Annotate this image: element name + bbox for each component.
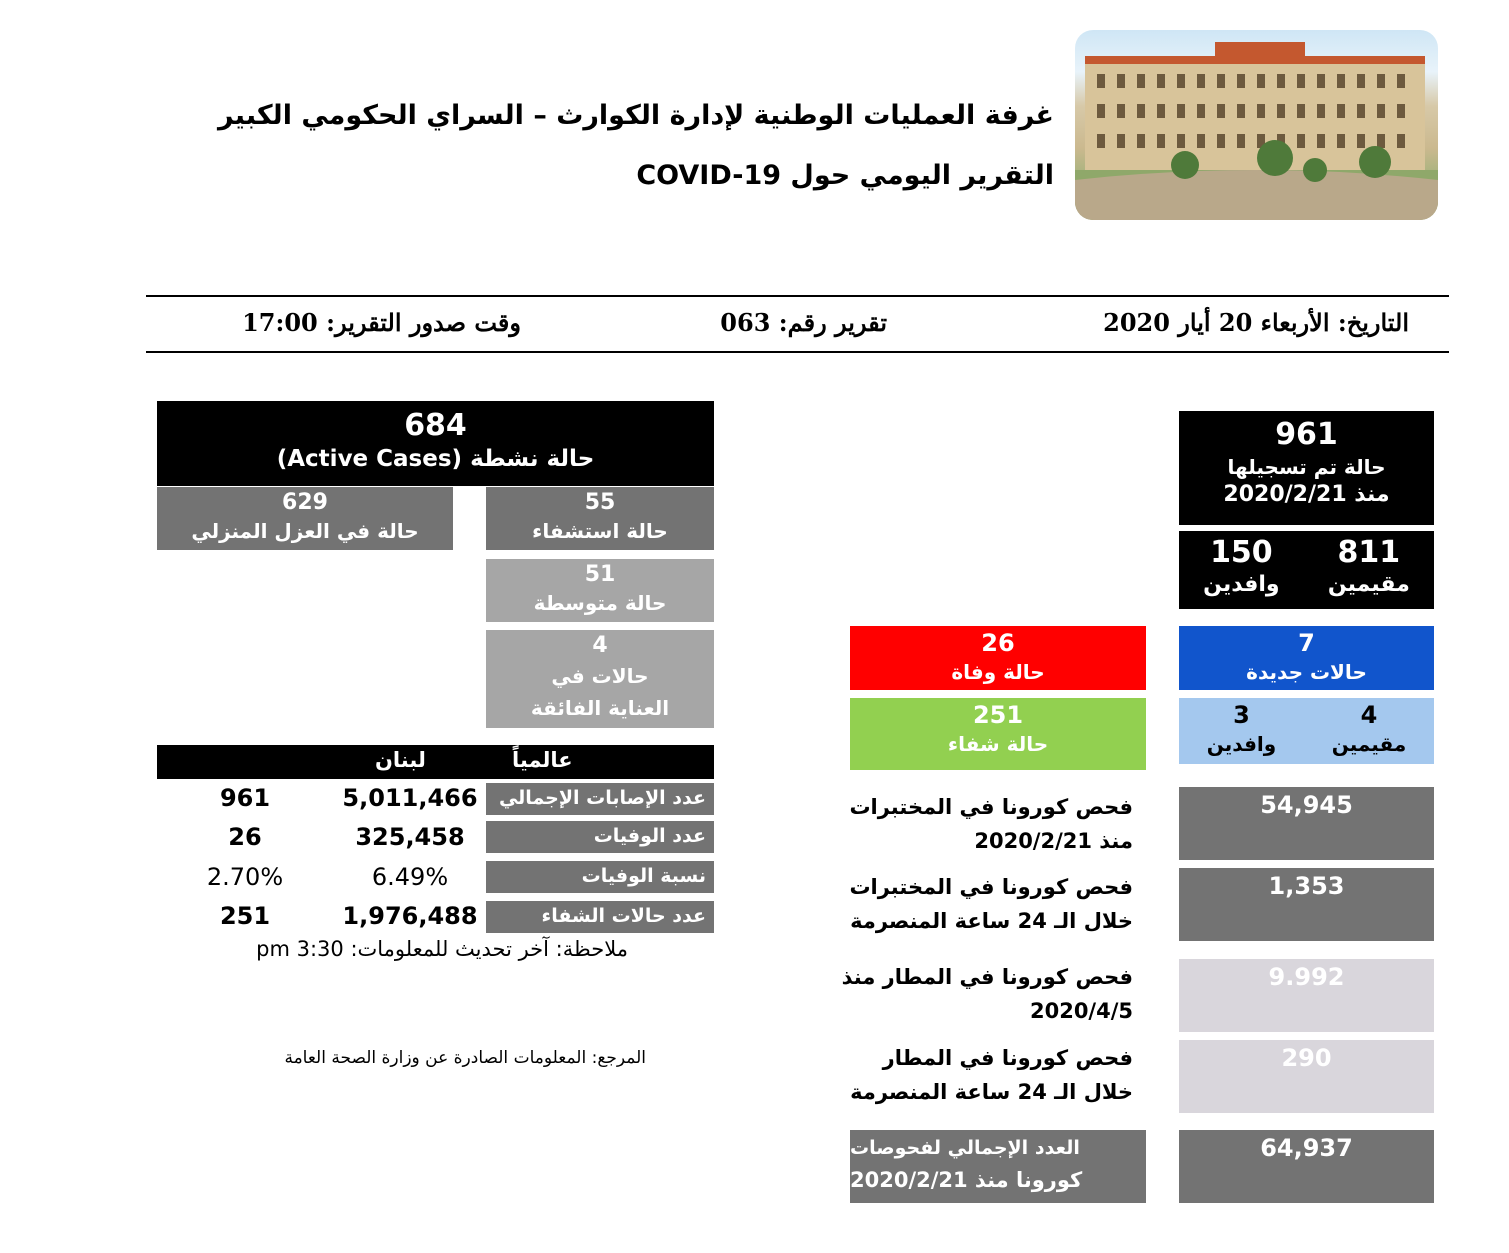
registered-arrivals — [1203, 535, 1279, 599]
lebanon-recoveries: 251 — [219, 902, 271, 930]
registered-since: منذ 2020/2/21 — [1223, 482, 1390, 507]
test-value-airport-total: 9.992 — [1268, 963, 1345, 991]
hospital-box — [486, 487, 714, 550]
new-cases-box — [1179, 626, 1434, 690]
registered-split-box — [1179, 531, 1434, 609]
lebanon-death-rate: 2.70% — [206, 863, 284, 891]
test-label-airport-total — [833, 960, 1133, 1028]
deaths-box — [850, 626, 1146, 690]
title-line-2: التقرير اليومي حول COVID-19 — [636, 160, 1054, 191]
test-value-labs-24h: 1,353 — [1268, 872, 1345, 900]
new-arrivals-count: 3 — [1233, 701, 1250, 729]
test-label-airport-total-line2: 2020/4/5 — [1029, 999, 1133, 1023]
grand-serail-photo — [1075, 30, 1438, 220]
tests-total-value: 64,937 — [1260, 1134, 1353, 1162]
test-label-labs-24h — [833, 870, 1133, 938]
registered-arrivals-label: وافدين — [1203, 572, 1280, 597]
home-isolation-count: 629 — [282, 490, 328, 515]
icu-label: حالات في العناية الفائقة — [530, 664, 670, 720]
test-value-labs-total-box — [1179, 787, 1434, 860]
test-label-airport-24h-line2: خلال الـ 24 ساعة المنصرمة — [850, 1080, 1133, 1104]
home-isolation-box — [157, 487, 453, 550]
row-label-total-cases: عدد الإصابات الإجمالي — [486, 783, 714, 815]
test-label-labs-total-line2: منذ 2020/2/21 — [974, 829, 1133, 853]
test-value-airport-24h-box — [1179, 1040, 1434, 1113]
col-lebanon: لبنان — [375, 748, 426, 772]
hospital-count: 55 — [584, 490, 616, 515]
new-residents-label: مقيمين — [1331, 732, 1407, 756]
test-label-labs-24h-line1: فحص كورونا في المختبرات — [849, 875, 1133, 899]
registered-count: 961 — [1275, 417, 1338, 452]
col-world: عالمياً — [512, 748, 573, 772]
recovered-label: حالة شفاء — [947, 732, 1049, 756]
lebanon-total-cases: 961 — [219, 784, 271, 812]
registered-residents — [1328, 535, 1410, 599]
report-time: وقت صدور التقرير: 17:00 — [242, 308, 521, 337]
test-label-airport-total-line1: فحص كورونا في المطار منذ — [841, 965, 1133, 989]
deaths-label: حالة وفاة — [951, 660, 1045, 684]
new-arrivals — [1207, 700, 1276, 758]
recovered-count: 251 — [972, 701, 1024, 729]
hospital-label: حالة استشفاء — [532, 519, 668, 543]
row-label-recoveries: عدد حالات الشفاء — [486, 901, 714, 933]
row-label-death-rate: نسبة الوفيات — [486, 861, 714, 893]
top-rule — [146, 295, 1449, 297]
row-label-deaths: عدد الوفيات — [486, 821, 714, 853]
test-value-airport-total-box — [1179, 959, 1434, 1032]
test-label-labs-total — [833, 790, 1133, 858]
new-residents — [1332, 700, 1407, 758]
registered-arrivals-count: 150 — [1210, 535, 1273, 570]
test-value-labs-total: 54,945 — [1260, 791, 1353, 819]
tests-total-line1: العدد الإجمالي لفحوصات — [850, 1137, 1080, 1159]
new-cases-label: حالات جديدة — [1246, 660, 1367, 684]
test-value-labs-24h-box — [1179, 868, 1434, 941]
report-number: تقرير رقم: 063 — [720, 308, 887, 337]
moderate-box — [486, 559, 714, 622]
new-cases-count: 7 — [1298, 629, 1315, 657]
new-cases-split-box — [1179, 698, 1434, 764]
report-date: التاريخ: الأربعاء 20 أيار 2020 — [1103, 308, 1409, 337]
new-residents-count: 4 — [1360, 701, 1378, 729]
world-recoveries: 1,976,488 — [342, 902, 478, 930]
tests-total-value-box — [1179, 1130, 1434, 1203]
world-total-cases: 5,011,466 — [342, 784, 478, 812]
registered-residents-count: 811 — [1337, 535, 1401, 570]
registered-cases-box — [1179, 411, 1434, 525]
test-label-labs-total-line1: فحص كورونا في المختبرات — [849, 795, 1133, 819]
active-cases-box — [157, 401, 714, 486]
moderate-count: 51 — [584, 562, 616, 587]
stats-table-header — [157, 745, 714, 779]
tests-total-label-box — [850, 1130, 1146, 1203]
title-line-1: غرفة العمليات الوطنية لإدارة الكوارث – السراي الحكومي الكبير — [218, 100, 1054, 131]
update-note: ملاحظة: آخر تحديث للمعلومات: 3:30 pm — [256, 937, 628, 961]
home-isolation-label: حالة في العزل المنزلي — [191, 519, 419, 543]
icu-box — [486, 630, 714, 728]
test-value-airport-24h: 290 — [1281, 1044, 1332, 1072]
active-cases-label: حالة نشطة (Active Cases) — [276, 446, 595, 472]
icu-count: 4 — [592, 633, 608, 658]
registered-residents-label: مقيمين — [1327, 572, 1410, 597]
test-label-airport-24h-line1: فحص كورونا في المطار — [882, 1046, 1133, 1070]
lebanon-deaths: 26 — [228, 823, 262, 851]
world-deaths: 325,458 — [355, 823, 465, 851]
new-arrivals-label: وافدين — [1206, 732, 1277, 756]
deaths-count: 26 — [981, 629, 1015, 657]
reference-note: المرجع: المعلومات الصادرة عن وزارة الصحة العامة — [284, 1048, 646, 1068]
active-cases-count: 684 — [404, 408, 467, 443]
test-label-airport-24h — [833, 1041, 1133, 1109]
bottom-rule — [146, 351, 1449, 353]
registered-label: حالة تم تسجيلها — [1227, 455, 1386, 479]
moderate-label: حالة متوسطة — [533, 591, 667, 615]
world-death-rate: 6.49% — [371, 863, 449, 891]
test-label-labs-24h-line2: خلال الـ 24 ساعة المنصرمة — [850, 909, 1133, 933]
recovered-box — [850, 698, 1146, 770]
tests-total-line2: كورونا منذ 2020/2/21 — [850, 1168, 1083, 1192]
